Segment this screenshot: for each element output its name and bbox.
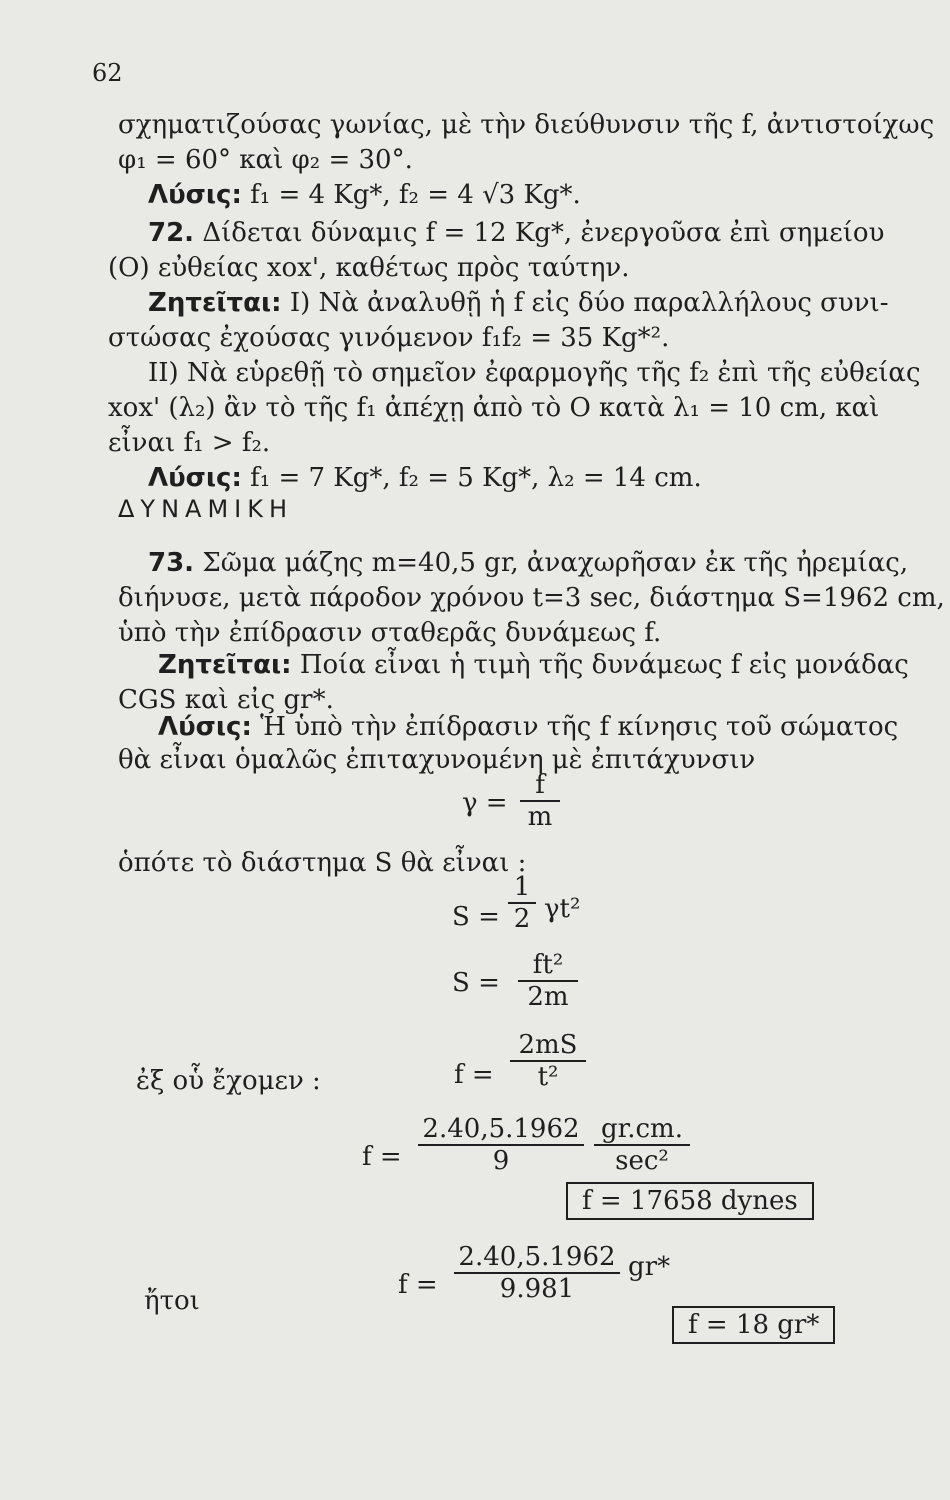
- problem-73-line-3: ὑπὸ τὴν ἐπίδρασιν σταθερᾶς δυνάμεως f.: [118, 618, 662, 648]
- fraction-denominator: 2m: [527, 982, 569, 1012]
- fraction-denominator: sec²: [615, 1146, 669, 1176]
- eq-gamma-fraction: [520, 770, 560, 832]
- fraction-denominator: m: [527, 802, 553, 832]
- eq-f1-fraction: [510, 1030, 586, 1092]
- problem-72-line-2: (Ο) εὐθείας xox', καθέτως πρὸς ταύτην.: [108, 253, 630, 283]
- problem-73-line-1: [148, 548, 908, 578]
- fraction-numerator: ft²: [518, 950, 578, 982]
- eq-f2-unit-fraction: [594, 1114, 690, 1176]
- problem-72-line-3: [148, 288, 889, 318]
- problem-72-solution: [148, 463, 702, 493]
- result-cgs-box: f = 17658 dynes: [566, 1182, 814, 1220]
- zeteitai-label: Ζητεῖται:: [158, 650, 292, 680]
- fraction-denominator: 2: [513, 904, 531, 934]
- problem-text: Ποία εἶναι ἡ τιμὴ τῆς δυνάμεως f εἰς μονάδας: [299, 650, 909, 680]
- eq-s1-rest: γt²: [544, 894, 581, 924]
- exomen-text: ἐξ οὗ ἔχομεν :: [136, 1066, 321, 1096]
- eq-f3-lhs: f =: [398, 1270, 438, 1300]
- prev-problem-line-2: φ₁ = 60° καὶ φ₂ = 30°.: [118, 145, 413, 175]
- eq-f2-fraction: [418, 1114, 584, 1176]
- problem-73-line-4: [158, 650, 909, 680]
- fraction-numerator: 2.40,5.1962: [454, 1242, 620, 1274]
- fraction-numerator: 2.40,5.1962: [418, 1114, 584, 1146]
- fraction-denominator: 9: [492, 1146, 510, 1176]
- eq-f3-unit: gr*: [628, 1252, 671, 1282]
- solution-text: Ἡ ὑπὸ τὴν ἐπίδρασιν τῆς f κίνησις τοῦ σώματος: [260, 712, 899, 742]
- page-number: 62: [92, 59, 123, 87]
- problem-number: 72.: [148, 218, 195, 248]
- problem-73-line-2: διήνυσε, μετὰ πάροδον χρόνου t=3 sec, διάστημα S=1962 cm,: [118, 583, 945, 613]
- problem-72-line-1: [148, 218, 884, 248]
- problem-text: I) Νὰ ἀναλυθῇ ἡ f εἰς δύο παραλλήλους συνι-: [289, 288, 889, 318]
- problem-73-line-7: θὰ εἶναι ὁμαλῶς ἐπιταχυνομένη μὲ ἐπιτάχυνσιν: [118, 745, 756, 775]
- itoi-text: ἤτοι: [144, 1286, 200, 1316]
- fraction-denominator: t²: [537, 1062, 559, 1092]
- prev-problem-line-1: σχηματιζούσας γωνίας, μὲ τὴν διεύθυνσιν τῆς f, ἀντιστοίχως: [118, 110, 935, 140]
- section-heading: ΔΥΝΑΜΙΚΗ: [118, 495, 294, 523]
- eq-f1-lhs: f =: [454, 1060, 494, 1090]
- problem-72-line-4: στώσας ἐχούσας γινόμενον f₁f₂ = 35 Kg*².: [108, 323, 670, 353]
- problem-72-line-6: xox' (λ₂) ἂν τὸ τῆς f₁ ἀπέχῃ ἀπὸ τὸ Ο κατὰ λ₁ = 10 cm, καὶ: [108, 393, 880, 423]
- eq-s1-fraction: [508, 872, 536, 934]
- fraction-numerator: gr.cm.: [594, 1114, 690, 1146]
- prev-solution: [148, 180, 581, 210]
- problem-73-line-5: CGS καὶ εἰς gr*.: [118, 685, 334, 715]
- problem-text: Σῶμα μάζης m=40,5 gr, ἀναχωρῆσαν ἐκ τῆς ἠρεμίας,: [202, 548, 909, 578]
- solution-text: f₁ = 4 Kg*, f₂ = 4 √3 Kg*.: [250, 180, 581, 210]
- problem-text: Δίδεται δύναμις f = 12 Kg*, ἐνεργοῦσα ἐπὶ σημείου: [202, 218, 885, 248]
- eq-s2-lhs: S =: [452, 968, 500, 998]
- solution-text: f₁ = 7 Kg*, f₂ = 5 Kg*, λ₂ = 14 cm.: [250, 463, 702, 493]
- fraction-numerator: 2mS: [510, 1030, 586, 1062]
- problem-number: 73.: [148, 548, 195, 578]
- eq-f2-lhs: f =: [362, 1142, 402, 1172]
- problem-72-line-5: II) Νὰ εὑρεθῇ τὸ σημεῖον ἐφαρμογῆς τῆς f₂ ἐπὶ τῆς εὐθείας: [148, 358, 921, 388]
- solution-label: Λύσις:: [158, 712, 252, 742]
- solution-label: Λύσις:: [148, 463, 242, 493]
- eq-s1-lhs: S =: [452, 902, 500, 932]
- result-grstar-box: f = 18 gr*: [672, 1306, 835, 1344]
- fraction-numerator: 1: [508, 872, 536, 904]
- solution-label: Λύσις:: [148, 180, 242, 210]
- eq-s2-fraction: [518, 950, 578, 1012]
- eq-gamma-lhs: γ =: [462, 788, 508, 818]
- problem-72-line-7: εἶναι f₁ > f₂.: [108, 428, 271, 458]
- problem-73-line-6: [158, 712, 898, 742]
- fraction-numerator: f: [520, 770, 560, 802]
- zeteitai-label: Ζητεῖται:: [148, 288, 282, 318]
- fraction-denominator: 9.981: [499, 1274, 575, 1304]
- eq-f3-fraction: [454, 1242, 620, 1304]
- problem-73-line-8: ὁπότε τὸ διάστημα S θὰ εἶναι :: [118, 848, 527, 878]
